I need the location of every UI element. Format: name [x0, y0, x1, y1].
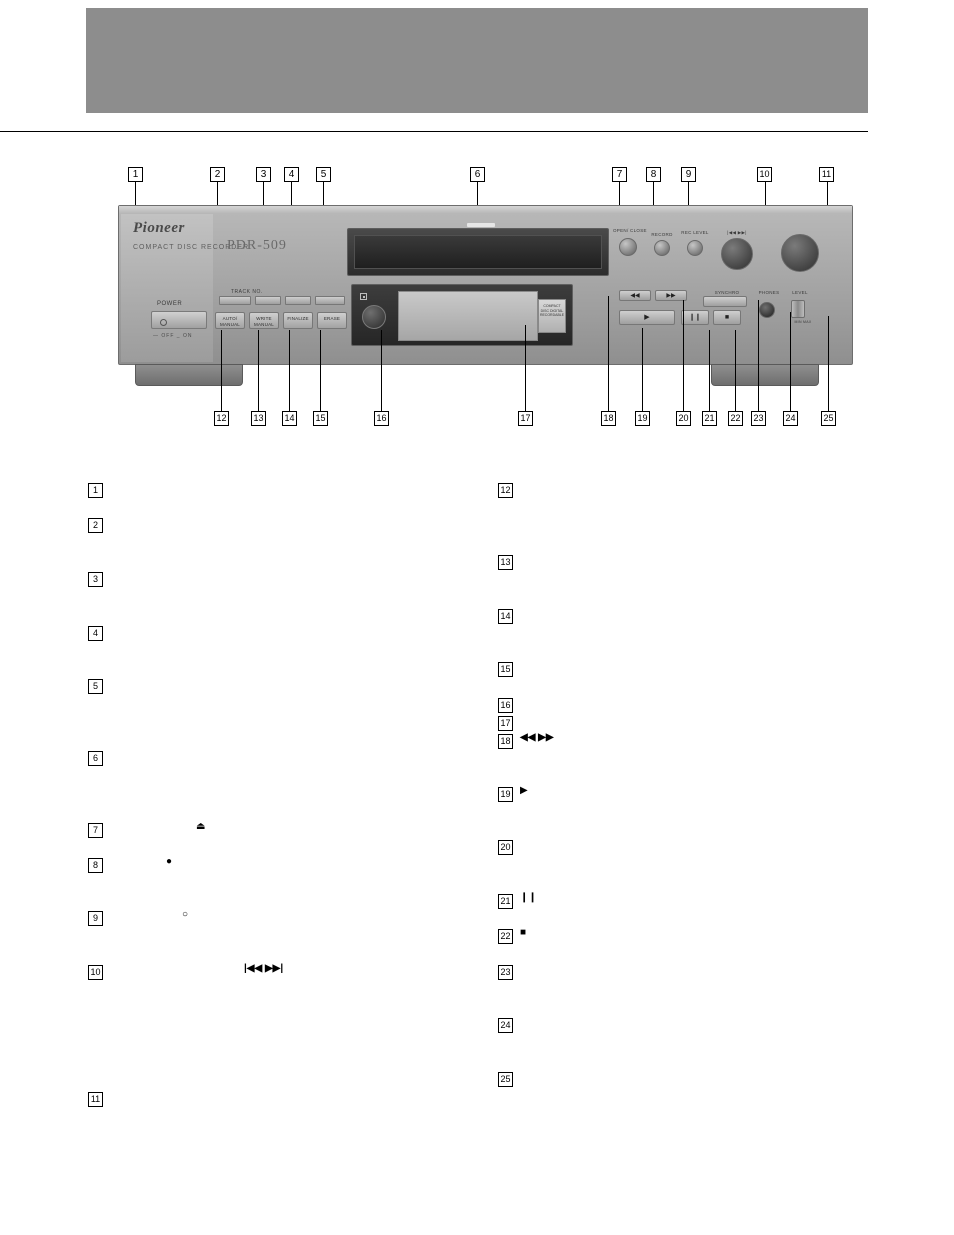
button-pause[interactable]: ❙❙: [681, 310, 709, 325]
desc-num-12: 12: [498, 483, 513, 498]
header-divider: [0, 131, 868, 132]
device-category-label: COMPACT DISC RECORDER: [133, 244, 250, 251]
callout-11: 11: [819, 167, 834, 182]
desc-num-3: 3: [88, 572, 103, 587]
callout-12: 12: [214, 411, 229, 426]
desc-num-2: 2: [88, 518, 103, 533]
skip-track-icon: |◀◀ ▶▶|: [244, 963, 284, 974]
callout-25: 25: [821, 411, 836, 426]
header-band: [86, 8, 868, 113]
open-close-button[interactable]: [619, 238, 637, 256]
compact-disc-digital-recordable-icon: COMPACT DISC DIGITAL RECORDABLE: [538, 299, 566, 333]
callout-15: 15: [313, 411, 328, 426]
button-erase[interactable]: ERASE: [317, 312, 347, 329]
button-auto-manual-top[interactable]: [219, 296, 251, 305]
leader-24: [790, 312, 791, 411]
callout-10: 10: [757, 167, 772, 182]
callout-7: 7: [612, 167, 627, 182]
level-range-label: MIN MAX: [794, 320, 812, 324]
callout-2: 2: [210, 167, 225, 182]
device-model-label: PDR-509: [227, 238, 287, 253]
button-skip-play[interactable]: [315, 296, 345, 305]
desc-num-14: 14: [498, 609, 513, 624]
callout-22: 22: [728, 411, 743, 426]
fluorescent-display: [398, 291, 538, 341]
play-icon: ▶: [520, 785, 528, 796]
foot-left: [135, 364, 243, 386]
leader-21: [709, 330, 710, 411]
record-button[interactable]: [654, 240, 670, 256]
callout-13: 13: [251, 411, 266, 426]
callout-21: 21: [702, 411, 717, 426]
scan-icons: ◀◀ ▶▶: [520, 732, 554, 743]
leader-22: [735, 330, 736, 411]
callout-4: 4: [284, 167, 299, 182]
desc-num-5: 5: [88, 679, 103, 694]
callout-16: 16: [374, 411, 389, 426]
record-label: RECORD: [651, 232, 673, 237]
callout-8: 8: [646, 167, 661, 182]
phones-jack[interactable]: [759, 302, 775, 318]
desc-num-1: 1: [88, 483, 103, 498]
desc-num-7: 7: [88, 823, 103, 838]
desc-num-19: 19: [498, 787, 513, 802]
leader-12: [221, 330, 222, 411]
power-button[interactable]: [151, 311, 207, 329]
leader-14: [289, 330, 290, 411]
record-circle-icon: ○: [182, 909, 189, 920]
button-rev-scan[interactable]: ◀◀: [619, 290, 651, 301]
skip-label: |◀◀ ▶▶|: [727, 230, 747, 235]
button-stop[interactable]: ■: [713, 310, 741, 325]
pioneer-logo: Pioneer: [133, 220, 185, 236]
leader-18: [608, 296, 609, 411]
disc-tray[interactable]: [347, 228, 609, 276]
button-synchro[interactable]: [703, 296, 747, 307]
level-knob[interactable]: [791, 300, 805, 318]
multi-jog-dial[interactable]: [781, 234, 819, 272]
rec-level-button[interactable]: [687, 240, 703, 256]
callout-14: 14: [282, 411, 297, 426]
callout-19: 19: [635, 411, 650, 426]
phones-label: PHONES: [758, 290, 780, 295]
power-state-label: — OFF _ ON: [153, 333, 193, 339]
desc-num-13: 13: [498, 555, 513, 570]
leader-16: [381, 330, 382, 411]
desc-num-20: 20: [498, 840, 513, 855]
disc-tray-slot: [354, 235, 602, 269]
desc-num-8: 8: [88, 858, 103, 873]
button-fwd-scan[interactable]: ▶▶: [655, 290, 687, 301]
leader-23: [758, 300, 759, 411]
callout-17: 17: [518, 411, 533, 426]
button-write-manual[interactable]: WRITE MANUAL: [249, 312, 279, 329]
callout-1: 1: [128, 167, 143, 182]
level-label: LEVEL: [792, 290, 808, 295]
desc-num-22: 22: [498, 929, 513, 944]
pause-icon: ❙❙: [520, 892, 537, 903]
track-no-label: TRACK NO.: [231, 289, 263, 295]
desc-num-25: 25: [498, 1072, 513, 1087]
disc-tray-notch: [467, 223, 495, 227]
desc-num-6: 6: [88, 751, 103, 766]
open-close-label: OPEN/ CLOSE: [613, 228, 647, 233]
desc-num-24: 24: [498, 1018, 513, 1033]
button-finalize-top[interactable]: [285, 296, 311, 305]
desc-num-23: 23: [498, 965, 513, 980]
desc-num-4: 4: [88, 626, 103, 641]
leader-17: [525, 325, 526, 411]
jog-dial[interactable]: [362, 305, 386, 329]
desc-num-15: 15: [498, 662, 513, 677]
eject-icon: ⏏: [196, 821, 206, 832]
display-module: [351, 284, 573, 346]
callout-18: 18: [601, 411, 616, 426]
stop-icon: ■: [520, 927, 527, 938]
desc-num-17: 17: [498, 716, 513, 731]
power-label: POWER: [157, 301, 183, 307]
desc-num-18: 18: [498, 734, 513, 749]
synchro-label: SYNCHRO: [714, 290, 740, 295]
panel-top-edge: [119, 206, 852, 214]
desc-num-10: 10: [88, 965, 103, 980]
callout-5: 5: [316, 167, 331, 182]
leader-15: [320, 330, 321, 411]
display-indicator-icon: [360, 293, 367, 300]
rec-level-label: REC LEVEL: [681, 230, 709, 235]
record-dot-icon: ●: [166, 856, 173, 867]
button-play[interactable]: ▶: [619, 310, 675, 325]
button-finalize[interactable]: FINALIZE: [283, 312, 313, 329]
desc-num-21: 21: [498, 894, 513, 909]
desc-num-11: 11: [88, 1092, 103, 1107]
desc-num-16: 16: [498, 698, 513, 713]
callout-9: 9: [681, 167, 696, 182]
skip-dial[interactable]: [721, 238, 753, 270]
leader-13: [258, 330, 259, 411]
callout-24: 24: [783, 411, 798, 426]
button-auto-manual[interactable]: AUTO/ MANUAL: [215, 312, 245, 329]
callout-3: 3: [256, 167, 271, 182]
desc-num-9: 9: [88, 911, 103, 926]
leader-19: [642, 328, 643, 411]
leader-20: [683, 300, 684, 411]
callout-6: 6: [470, 167, 485, 182]
foot-right: [711, 364, 819, 386]
callout-20: 20: [676, 411, 691, 426]
button-write-top[interactable]: [255, 296, 281, 305]
leader-25: [828, 316, 829, 411]
callout-23: 23: [751, 411, 766, 426]
device-front-panel: [118, 205, 853, 365]
